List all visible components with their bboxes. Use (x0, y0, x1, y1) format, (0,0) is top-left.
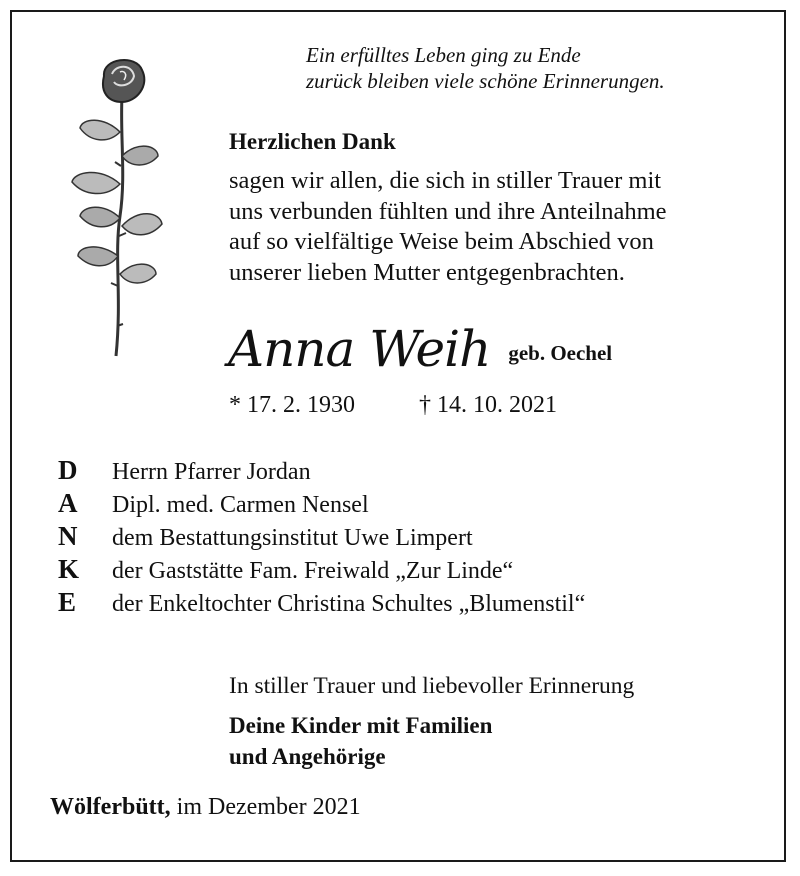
thanks-line: auf so vielfältige Weise beim Abschied von (229, 228, 654, 255)
birth-date: * 17. 2. 1930 (229, 392, 355, 418)
danke-item (58, 455, 585, 488)
danke-letter: E (58, 587, 77, 617)
danke-text: der Gaststätte Fam. Freiwald „Zur Linde“ (112, 558, 514, 584)
danke-item (58, 521, 585, 554)
danke-letter: K (58, 554, 80, 584)
danke-text: der Enkeltochter Christina Schultes „Blumenstil“ (112, 591, 586, 617)
thanks-text (229, 166, 749, 288)
signers-line-1: Deine Kinder mit Familien (229, 713, 493, 738)
closing-line: In stiller Trauer und liebevoller Erinnerung (229, 673, 635, 699)
danke-text: Herrn Pfarrer Jordan (112, 459, 311, 485)
danke-letter: A (58, 488, 78, 518)
deceased-name: Anna Weih (228, 320, 491, 378)
danke-letter: D (58, 455, 78, 485)
life-dates (229, 392, 557, 419)
signers-line-2: und Angehörige (229, 744, 386, 769)
thanks-line: uns verbunden fühlten und ihre Anteilnahme (229, 197, 667, 225)
motto-line-2: zurück bleiben viele schöne Erinnerungen. (306, 69, 665, 93)
danke-list (58, 455, 585, 620)
danke-item (58, 554, 585, 587)
danke-text: dem Bestattungsinstitut Uwe Limpert (112, 525, 473, 551)
signers (229, 710, 492, 772)
death-date: † 14. 10. 2021 (419, 392, 557, 418)
thanks-line: unserer lieben Mutter entgegenbrachten. (229, 258, 625, 286)
danke-item (58, 488, 585, 521)
rose-icon (64, 56, 174, 376)
place: Wölferbütt, (50, 794, 171, 820)
thanks-line: sagen wir allen, die sich in stiller Trauer mit (229, 167, 662, 194)
place-date-line (50, 794, 361, 821)
danke-letter: N (58, 521, 78, 551)
maiden-name: geb. Oechel (508, 341, 613, 365)
motto-line-1: Ein erfülltes Leben ging zu Ende (306, 43, 581, 67)
deceased-name-row (228, 320, 612, 378)
danke-text: Dipl. med. Carmen Nensel (112, 492, 369, 518)
date: im Dezember 2021 (176, 794, 361, 820)
danke-item (58, 587, 585, 620)
motto (306, 42, 766, 94)
thanks-heading: Herzlichen Dank (229, 129, 396, 154)
